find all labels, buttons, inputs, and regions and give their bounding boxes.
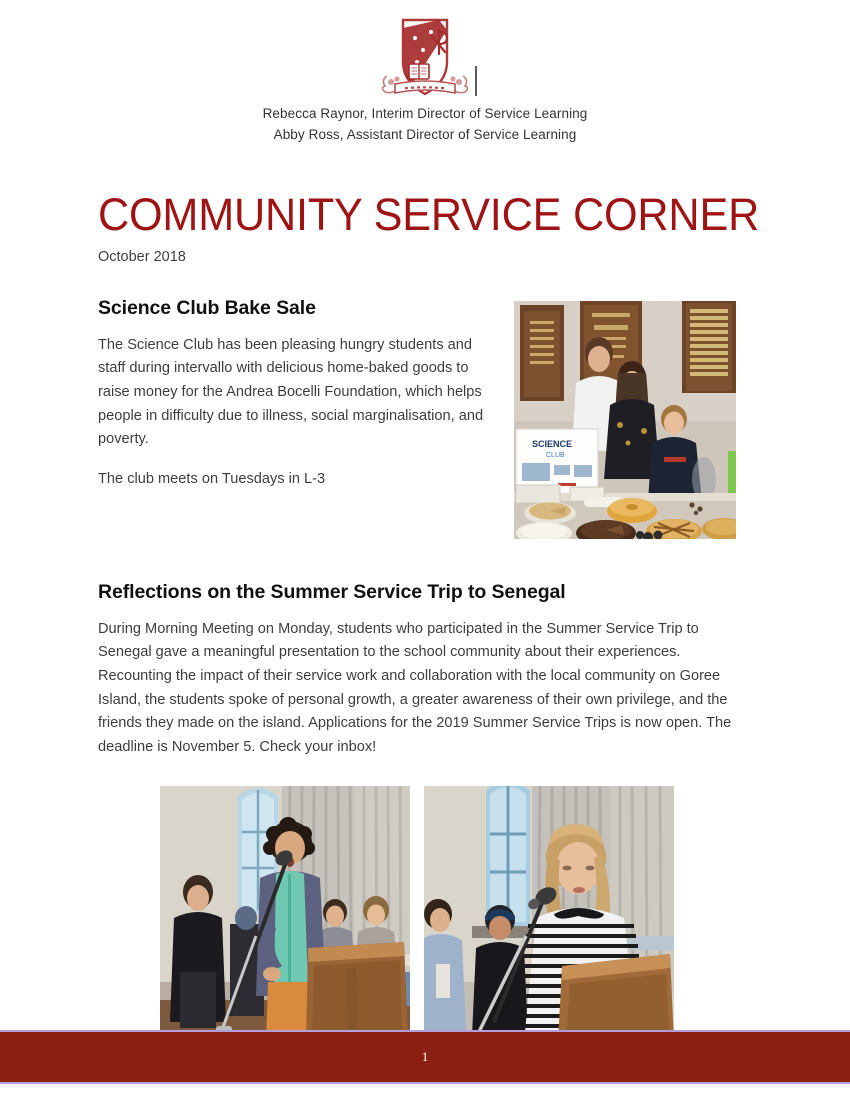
- newsletter-content: [0, 297, 850, 1042]
- section-1-paragraph-1: The Science Club has been pleasing hungry students and staff during intervallo with delicious home-baked goods to raise money for the Andrea Bocelli Foundation, which helps people in difficulty due to illness, social marginalisation, and poverty.: [98, 336, 484, 448]
- page-title: COMMUNITY SERVICE CORNER: [98, 188, 760, 240]
- section-1-heading: Science Club Bake Sale: [98, 296, 316, 319]
- podium-speaker-photo-2: [424, 786, 674, 1042]
- senegal-photo-row: [98, 786, 752, 1042]
- section-1-text-column: [98, 297, 496, 492]
- page-number: 1: [421, 1049, 429, 1064]
- byline-line-2: Abby Ross, Assistant Director of Service Learning: [273, 126, 577, 142]
- masthead: [0, 0, 850, 146]
- bake-sale-photo: [514, 301, 736, 539]
- section-science-club-bake-sale: [98, 297, 752, 539]
- byline-line-1: Rebecca Raynor, Interim Director of Service Learning: [262, 106, 588, 121]
- crest-cursor-artifact: [475, 66, 477, 96]
- svg-text:CLUB: CLUB: [546, 451, 565, 459]
- section-2-paragraph-1: During Morning Meeting on Monday, students who participated in the Summer Service Trip to Senegal gave a meaningful presentation to the school community about their experiences. Recounting the impact of their service work and collaboration with the local community on Goree Island, the students spoke of personal growth, a greater awareness of their own privilege, and the friends they made on the island. Applications for the 2019 Summer Service Trips is now open. The deadline is November 5. Check your inbox!: [98, 620, 732, 756]
- issue-date: October 2018: [98, 248, 186, 265]
- svg-text:SCIENCE: SCIENCE: [532, 438, 573, 449]
- page-footer: [0, 1030, 850, 1084]
- section-2-heading: Reflections on the Summer Service Trip to Senegal: [98, 580, 566, 603]
- section-senegal-reflections: [98, 581, 752, 1042]
- title-block: [0, 188, 850, 265]
- podium-speaker-photo-1: [160, 786, 410, 1042]
- section-1-paragraph-2: The club meets on Tuesdays in L-3: [98, 471, 326, 488]
- school-crest-icon: [377, 14, 473, 100]
